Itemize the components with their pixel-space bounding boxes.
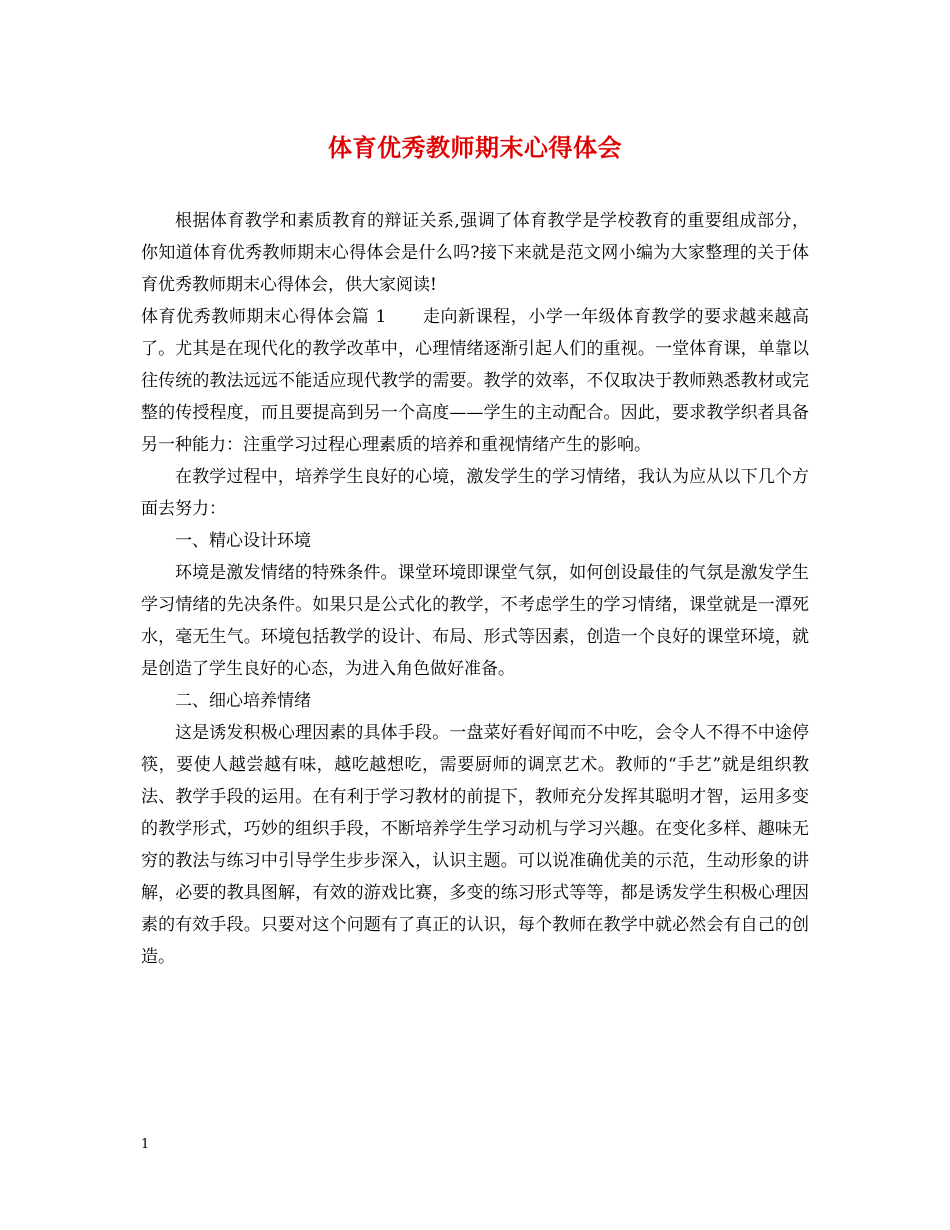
intro-paragraph: 根据体育教学和素质教育的辩证关系,强调了体育教学是学校教育的重要组成部分，你知道体育优秀教师期末心得体会是什么吗?接下来就是范文网小编为大家整理的关于体育优秀教师期末心得体会，供大家阅读! bbox=[141, 211, 809, 295]
emotion-paragraph: 这是诱发积极心理因素的具体手段。一盘菜好看好闻而不中吃，会令人不得不中途停筷，要使人越尝越有味，越吃越想吃，需要厨师的调烹艺术。教师的“手艺”就是组织教法、教学手段的运用。在有利于学习教材的前提下，教师充分发挥其聪明才智，运用多变的教学形式，巧妙的组织手段，不断培养学生学习动机与学习兴趣。在变化多样、趣味无穷的教法与练习中引导学生步步深入，认识主题。可以说准确优美的示范，生动形象的讲解，必要的教具图解，有效的游戏比赛，多变的练习形式等等，都是诱发学生积极心理因素的有效手段。只要对这个问题有了真正的认识，每个教师在教学中就必然会有自己的创造。 bbox=[141, 723, 809, 967]
document-body bbox=[141, 205, 809, 973]
page-number: 1 bbox=[141, 1137, 150, 1152]
section-heading-environment: 一、精心设计环境 bbox=[175, 531, 311, 551]
section-heading-emotion: 二、细心培养情绪 bbox=[175, 691, 311, 711]
document-title: 体育优秀教师期末心得体会 bbox=[328, 133, 622, 162]
part1-paragraph bbox=[141, 301, 809, 461]
environment-paragraph: 环境是激发情绪的特殊条件。课堂环境即课堂气氛，如何创设最佳的气氛是激发学生学习情绪的先决条件。如果只是公式化的教学，不考虑学生的学习情绪，课堂就是一潭死水，毫无生气。环境包括教学的设计、布局、形式等因素，创造一个良好的课堂环境，就是创造了学生良好的心态，为进入角色做好准备。 bbox=[141, 563, 809, 679]
process-paragraph: 在教学过程中，培养学生良好的心境，激发学生的学习情绪，我认为应从以下几个方面去努力： bbox=[141, 467, 809, 519]
part1-text: 走向新课程，小学一年级体育教学的要求越来越高了。尤其是在现代化的教学改革中，心理情绪逐渐引起人们的重视。一堂体育课，单靠以往传统的教法远远不能适应现代教学的需要。教学的效率，不仅取决于教师熟悉教材或完整的传授程度，而且要提高到另一个高度——学生的主动配合。因此，要求教学织者具备另一种能力：注重学习过程心理素质的培养和重视情绪产生的影响。 bbox=[141, 307, 809, 455]
part1-label: 体育优秀教师期末心得体会篇 1 bbox=[141, 307, 387, 327]
